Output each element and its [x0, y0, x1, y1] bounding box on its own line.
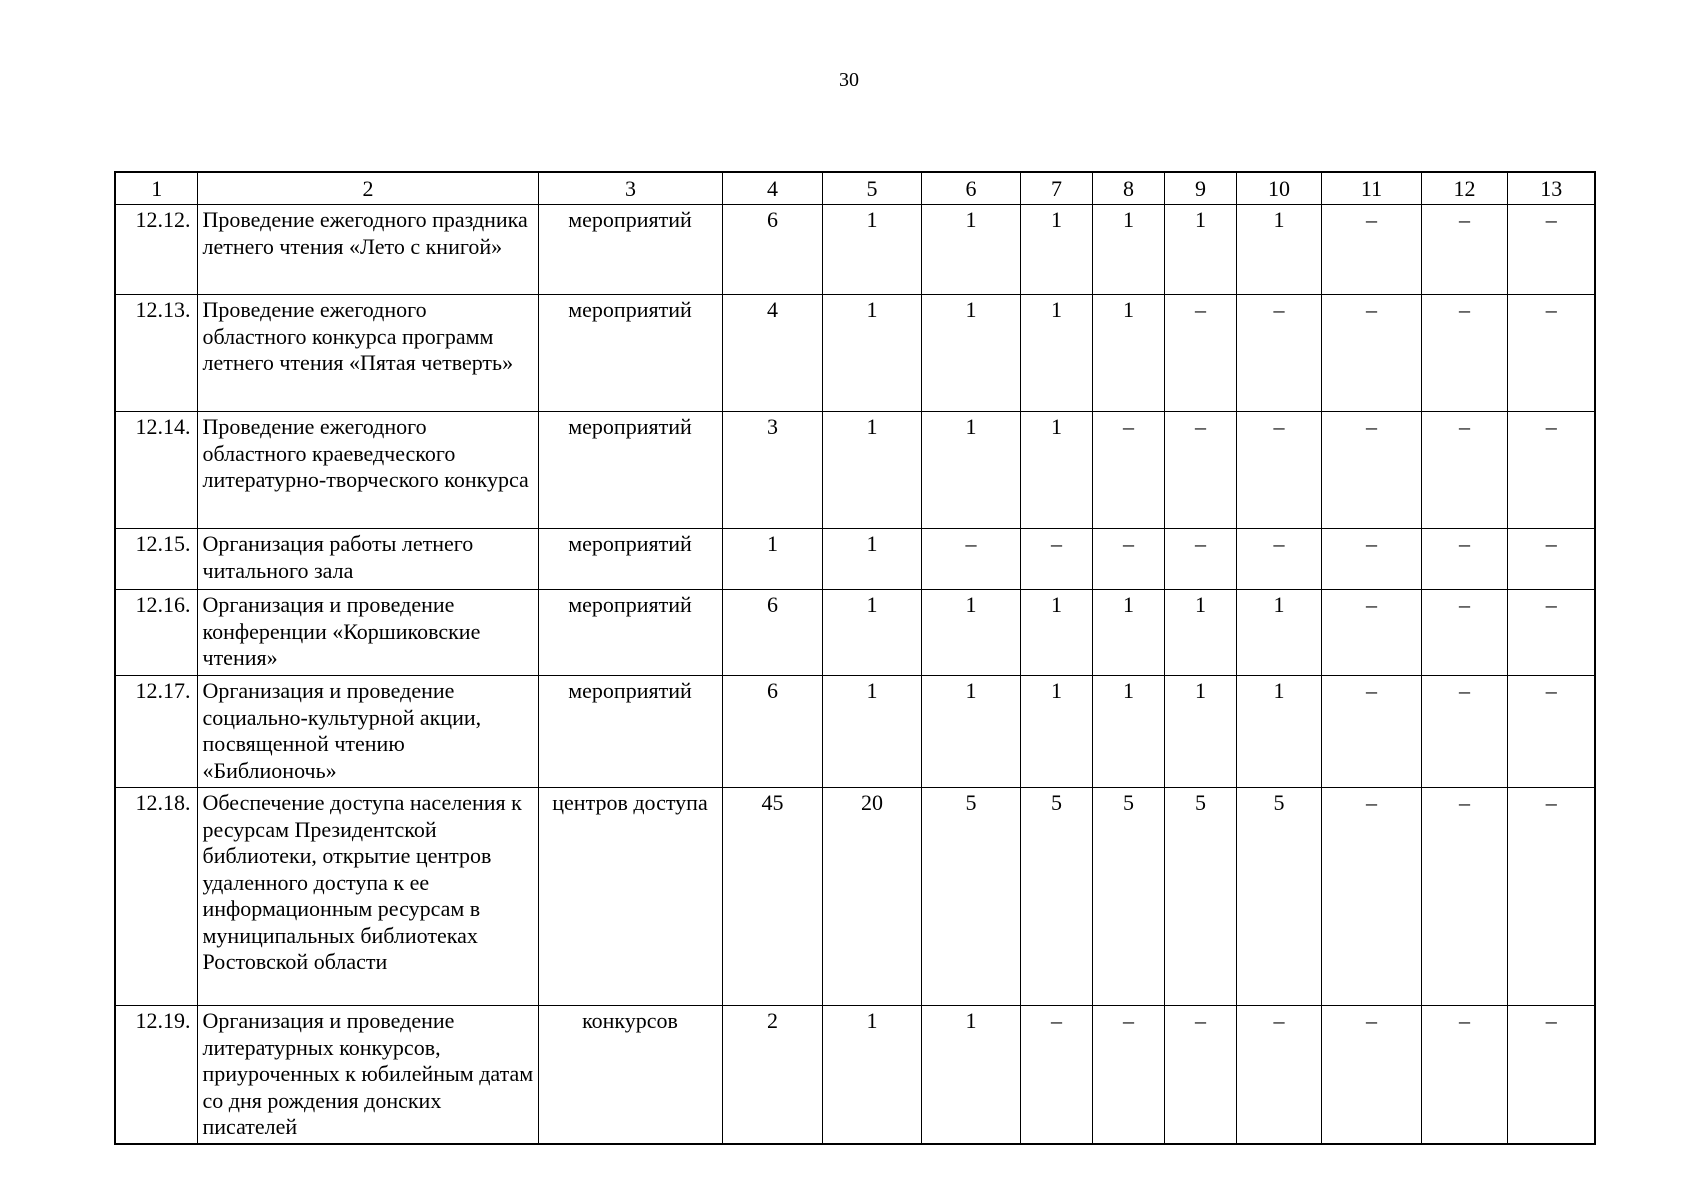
value-cell: –	[1321, 590, 1421, 676]
row-number-cell: 12.13.	[115, 295, 197, 412]
value-cell: –	[1236, 529, 1321, 590]
value-cell: –	[1507, 529, 1595, 590]
unit-cell: мероприятий	[538, 676, 722, 788]
value-cell: 1	[921, 1006, 1020, 1144]
table-row	[115, 676, 1595, 788]
activity-name-cell: Организация и проведение социально-культурной акции, посвященной чтению «Библионочь»	[197, 676, 538, 788]
value-cell: 5	[1020, 788, 1092, 1006]
value-cell: –	[1236, 412, 1321, 529]
value-cell: 1	[822, 590, 921, 676]
value-cell: 1	[722, 529, 822, 590]
value-cell: 6	[722, 205, 822, 295]
header-cell: 1	[115, 172, 197, 205]
value-cell: 4	[722, 295, 822, 412]
value-cell: 1	[921, 590, 1020, 676]
value-cell: –	[921, 529, 1020, 590]
value-cell: –	[1421, 529, 1507, 590]
value-cell: 20	[822, 788, 921, 1006]
value-cell: –	[1092, 1006, 1164, 1144]
value-cell: –	[1020, 1006, 1092, 1144]
value-cell: 5	[921, 788, 1020, 1006]
value-cell: 1	[822, 1006, 921, 1144]
value-cell: 1	[822, 529, 921, 590]
activity-name-cell: Проведение ежегодного областного конкурса программ летнего чтения «Пятая четверть»	[197, 295, 538, 412]
value-cell: –	[1164, 412, 1236, 529]
value-cell: –	[1321, 1006, 1421, 1144]
value-cell: 5	[1092, 788, 1164, 1006]
table-row	[115, 788, 1595, 1006]
value-cell: 5	[1164, 788, 1236, 1006]
value-cell: –	[1020, 529, 1092, 590]
value-cell: –	[1507, 295, 1595, 412]
unit-cell: мероприятий	[538, 205, 722, 295]
value-cell: –	[1236, 1006, 1321, 1144]
table-row	[115, 295, 1595, 412]
value-cell: –	[1421, 590, 1507, 676]
value-cell: –	[1421, 1006, 1507, 1144]
value-cell: 1	[1236, 676, 1321, 788]
value-cell: 1	[921, 295, 1020, 412]
header-cell: 12	[1421, 172, 1507, 205]
value-cell: –	[1421, 788, 1507, 1006]
value-cell: 3	[722, 412, 822, 529]
activity-name-cell: Проведение ежегодного праздника летнего чтения «Лето с книгой»	[197, 205, 538, 295]
activity-name-cell: Организация и проведение литературных конкурсов, приуроченных к юбилейным датам со дня рождения донских писателей	[197, 1006, 538, 1144]
header-cell: 10	[1236, 172, 1321, 205]
unit-cell: центров доступа	[538, 788, 722, 1006]
unit-cell: мероприятий	[538, 590, 722, 676]
value-cell: 6	[722, 590, 822, 676]
value-cell: 1	[1020, 590, 1092, 676]
activity-name-cell: Организация работы летнего читального зала	[197, 529, 538, 590]
table-row	[115, 529, 1595, 590]
value-cell: –	[1164, 295, 1236, 412]
row-number-cell: 12.18.	[115, 788, 197, 1006]
value-cell: 1	[1092, 590, 1164, 676]
activity-name-cell: Проведение ежегодного областного краеведческого литературно-творческого конкурса	[197, 412, 538, 529]
activity-name-cell: Организация и проведение конференции «Коршиковские чтения»	[197, 590, 538, 676]
data-table	[114, 171, 1596, 1145]
value-cell: –	[1421, 412, 1507, 529]
value-cell: –	[1507, 412, 1595, 529]
value-cell: –	[1507, 676, 1595, 788]
value-cell: 1	[1020, 676, 1092, 788]
value-cell: –	[1421, 676, 1507, 788]
row-number-cell: 12.16.	[115, 590, 197, 676]
value-cell: 6	[722, 676, 822, 788]
value-cell: 1	[1092, 295, 1164, 412]
value-cell: –	[1321, 788, 1421, 1006]
value-cell: –	[1321, 529, 1421, 590]
value-cell: 1	[1236, 590, 1321, 676]
value-cell: –	[1321, 412, 1421, 529]
value-cell: –	[1236, 295, 1321, 412]
table-row	[115, 590, 1595, 676]
table-row	[115, 205, 1595, 295]
value-cell: –	[1507, 590, 1595, 676]
value-cell: 1	[1164, 590, 1236, 676]
header-cell: 13	[1507, 172, 1595, 205]
header-cell: 5	[822, 172, 921, 205]
unit-cell: мероприятий	[538, 295, 722, 412]
header-cell: 8	[1092, 172, 1164, 205]
header-cell: 4	[722, 172, 822, 205]
row-number-cell: 12.12.	[115, 205, 197, 295]
value-cell: 1	[822, 295, 921, 412]
header-cell: 6	[921, 172, 1020, 205]
header-cell: 9	[1164, 172, 1236, 205]
value-cell: –	[1164, 1006, 1236, 1144]
page-number: 30	[839, 69, 859, 91]
unit-cell: мероприятий	[538, 412, 722, 529]
value-cell: –	[1507, 1006, 1595, 1144]
value-cell: 1	[1164, 205, 1236, 295]
row-number-cell: 12.19.	[115, 1006, 197, 1144]
value-cell: 45	[722, 788, 822, 1006]
row-number-cell: 12.15.	[115, 529, 197, 590]
value-cell: 1	[1020, 205, 1092, 295]
value-cell: 1	[921, 676, 1020, 788]
value-cell: –	[1421, 205, 1507, 295]
value-cell: 1	[1164, 676, 1236, 788]
value-cell: 1	[1092, 205, 1164, 295]
value-cell: 2	[722, 1006, 822, 1144]
header-cell: 11	[1321, 172, 1421, 205]
header-cell: 2	[197, 172, 538, 205]
value-cell: –	[1321, 295, 1421, 412]
value-cell: –	[1164, 529, 1236, 590]
unit-cell: мероприятий	[538, 529, 722, 590]
value-cell: 1	[921, 412, 1020, 529]
value-cell: 5	[1236, 788, 1321, 1006]
table-row	[115, 412, 1595, 529]
unit-cell: конкурсов	[538, 1006, 722, 1144]
value-cell: 1	[1020, 295, 1092, 412]
value-cell: –	[1092, 529, 1164, 590]
row-number-cell: 12.14.	[115, 412, 197, 529]
value-cell: 1	[1020, 412, 1092, 529]
table-row	[115, 1006, 1595, 1144]
value-cell: –	[1421, 295, 1507, 412]
row-number-cell: 12.17.	[115, 676, 197, 788]
activity-name-cell: Обеспечение доступа населения к ресурсам Президентской библиотеки, открытие центров удаленного доступа к ее информационным ресурсам в муниципальных библиотеках Ростовской области	[197, 788, 538, 1006]
value-cell: –	[1507, 205, 1595, 295]
value-cell: –	[1321, 205, 1421, 295]
header-cell: 7	[1020, 172, 1092, 205]
value-cell: –	[1321, 676, 1421, 788]
value-cell: 1	[822, 676, 921, 788]
header-cell: 3	[538, 172, 722, 205]
value-cell: 1	[822, 205, 921, 295]
table-header-row	[115, 172, 1595, 205]
value-cell: 1	[822, 412, 921, 529]
value-cell: –	[1507, 788, 1595, 1006]
value-cell: –	[1092, 412, 1164, 529]
value-cell: 1	[921, 205, 1020, 295]
value-cell: 1	[1236, 205, 1321, 295]
value-cell: 1	[1092, 676, 1164, 788]
